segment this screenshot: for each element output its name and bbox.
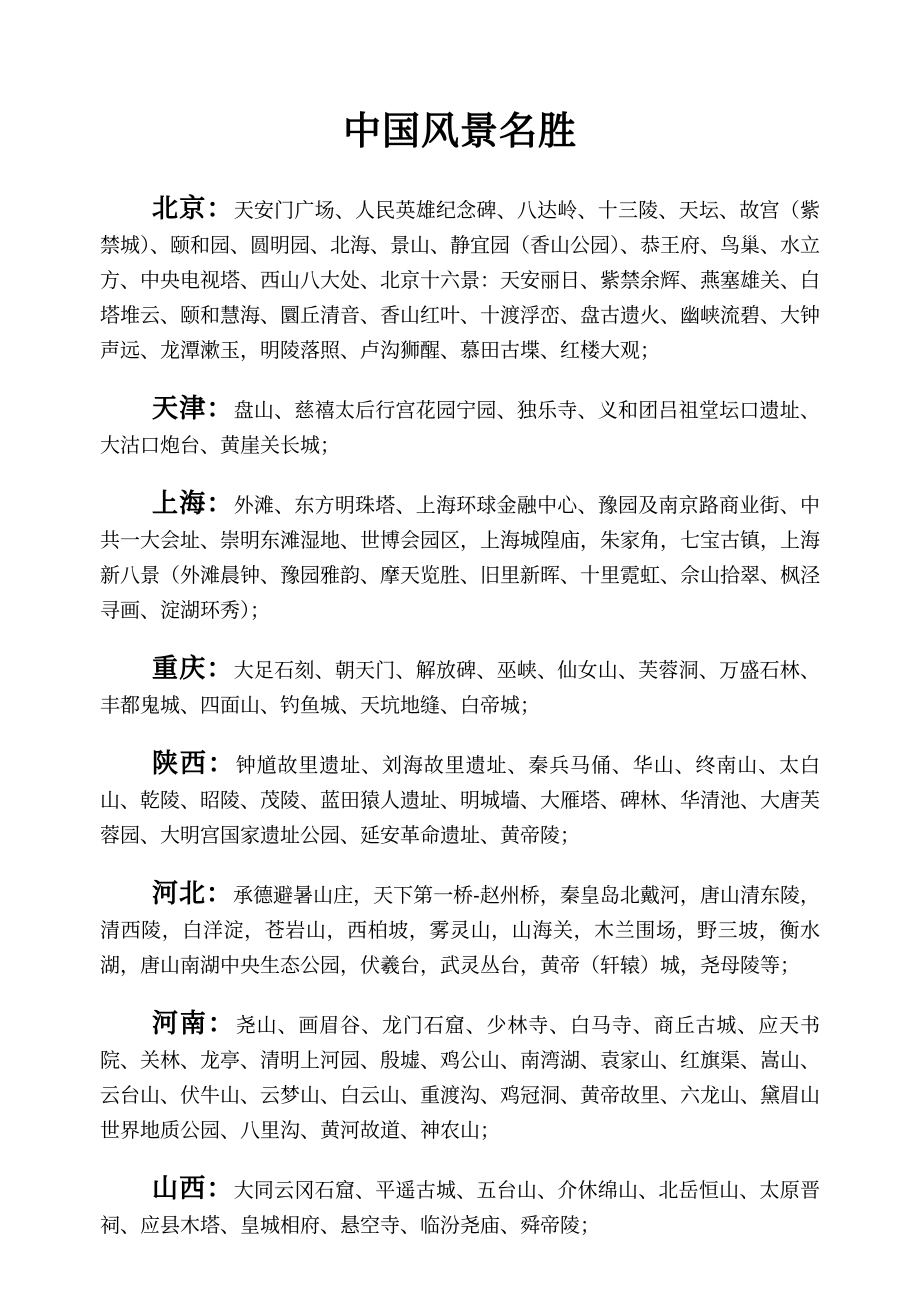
section-label-beijing: 北京： (152, 192, 234, 223)
section-content-tianjin: 盘山、慈禧太后行宫花园宁园、独乐寺、义和团吕祖堂坛口遗址、大沽口炮台、黄崖关长城； (100, 399, 820, 457)
section-content-beijing: 天安门广场、人民英雄纪念碑、八达岭、十三陵、天坛、故宫（紫禁城）、颐和园、圆明园、北海、景山、静宜园（香山公园）、恭王府、鸟巢、水立方、中央电视塔、西山八大处、北京十六景：天安丽日、紫禁余辉、燕塞雄关、白塔堆云、颐和慧海、圜丘清音、香山红叶、十渡浮峦、盘古遗火、幽峡流碧、大钟声远、龙潭漱玉，明陵落照、卢沟狮醒、慕田古堞、红楼大观； (100, 199, 820, 362)
document-title: 中国风景名胜 (342, 111, 577, 153)
section-content-shanxi: 大同云冈石窟、平遥古城、五台山、介休绵山、北岳恒山、太原晋祠、应县木塔、皇城相府、悬空寺、临汾尧庙、舜帝陵； (100, 1179, 820, 1237)
section-chongqing (100, 654, 820, 724)
section-label-shanghai: 上海： (152, 487, 234, 518)
section-content-shaanxi: 钟馗故里遗址、刘海故里遗址、秦兵马俑、华山、终南山、太白山、乾陵、昭陵、茂陵、蓝田猿人遗址、明城墙、大雁塔、碑林、华清池、大唐芙蓉园、大明宫国家遗址公园、延安革命遗址、黄帝陵； (100, 754, 820, 847)
section-shanghai (100, 489, 820, 629)
section-label-shanxi: 山西： (152, 1172, 234, 1203)
section-content-hebei: 承德避暑山庄，天下第一桥-赵州桥，秦皇岛北戴河，唐山清东陵，清西陵，白洋淀，苍岩山，西柏坡，雾灵山，山海关，木兰围场，野三坡，衡水湖，唐山南湖中央生态公园，伏羲台，武灵丛台，黄帝（轩辕）城，尧母陵等； (100, 884, 820, 977)
section-henan (100, 1009, 820, 1149)
section-shaanxi (100, 749, 820, 854)
section-label-shaanxi: 陕西： (152, 747, 236, 778)
section-hebei (100, 879, 820, 984)
section-label-tianjin: 天津： (152, 392, 234, 423)
section-beijing (100, 194, 820, 369)
section-label-chongqing: 重庆： (152, 652, 234, 683)
section-tianjin (100, 394, 820, 464)
section-shanxi (100, 1174, 820, 1244)
section-content-henan: 尧山、画眉谷、龙门石窟、少林寺、白马寺、商丘古城、应天书院、关林、龙亭、清明上河园、殷墟、鸡公山、南湾湖、袁家山、红旗渠、嵩山、云台山、伏牛山、云梦山、白云山、重渡沟、鸡冠洞、黄帝故里、六龙山、黛眉山世界地质公园、八里沟、黄河故道、神农山； (100, 1014, 820, 1142)
section-label-hebei: 河北： (152, 877, 234, 908)
section-content-shanghai: 外滩、东方明珠塔、上海环球金融中心、豫园及南京路商业街、中共一大会址、崇明东滩湿地、世博会园区，上海城隍庙，朱家角，七宝古镇，上海新八景（外滩晨钟、豫园雅韵、摩天览胜、旧里新晖、十里霓虹、佘山拾翠、枫泾寻画、淀湖环秀）； (100, 494, 820, 622)
section-content-chongqing: 大足石刻、朝天门、解放碑、巫峡、仙女山、芙蓉洞、万盛石林、丰都鬼城、四面山、钓鱼城、天坑地缝、白帝城； (100, 659, 820, 717)
section-label-henan: 河南： (152, 1007, 236, 1038)
